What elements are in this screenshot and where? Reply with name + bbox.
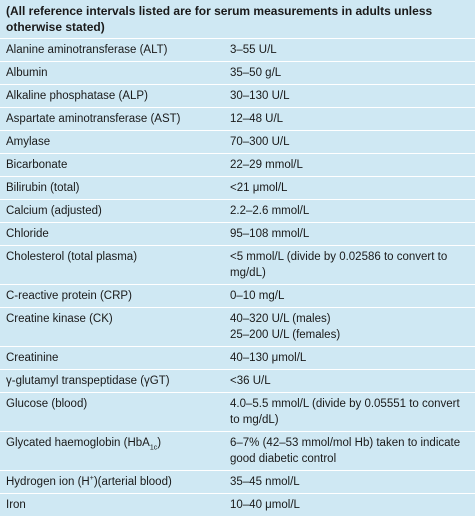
test-name-part: Glycated haemoglobin (HbA (6, 437, 150, 449)
table-row (0, 432, 475, 471)
reference-range (226, 432, 475, 470)
reference-range (226, 285, 475, 307)
range-line: 30–130 U/L (230, 90, 290, 102)
test-name-part: Hydrogen ion (H (6, 476, 90, 488)
table-header-note: (All reference intervals listed are for serum measurements in adults unless otherwise stated) (0, 0, 475, 39)
reference-range (226, 494, 475, 516)
table-row (0, 85, 475, 108)
range-line: 22–29 mmol/L (230, 159, 303, 171)
table-row (0, 308, 475, 347)
range-line: <21 μmol/L (230, 182, 288, 194)
range-line: 10–40 μmol/L (230, 499, 300, 511)
reference-range (226, 131, 475, 153)
test-name: γ-glutamyl transpeptidase (γGT) (6, 375, 170, 387)
test-name: Creatine kinase (CK) (6, 313, 113, 325)
test-name (0, 471, 226, 493)
range-line: <36 U/L (230, 375, 271, 387)
reference-range (226, 177, 475, 199)
table-row (0, 347, 475, 370)
table-row (0, 471, 475, 494)
table-row (0, 39, 475, 62)
range-line: 35–45 nmol/L (230, 476, 300, 488)
range-line: 40–320 U/L (males) (230, 313, 331, 325)
range-line: <5 mmol/L (divide by 0.02586 to convert to mg/dL) (230, 251, 448, 279)
table-row (0, 223, 475, 246)
reference-range (226, 154, 475, 176)
test-name: Calcium (adjusted) (6, 205, 102, 217)
reference-range (226, 85, 475, 107)
table-row (0, 200, 475, 223)
range-line: 95–108 mmol/L (230, 228, 310, 240)
test-name: Glucose (blood) (6, 398, 88, 410)
test-name: Creatinine (6, 352, 59, 364)
range-line: 6–7% (42–53 mmol/mol Hb) taken to indicate good diabetic control (230, 437, 461, 465)
table-row (0, 108, 475, 131)
reference-range (226, 308, 475, 346)
test-name (0, 432, 226, 470)
test-name: Albumin (6, 67, 48, 79)
range-line: 12–48 U/L (230, 113, 284, 125)
test-name-part: )(arterial blood) (93, 476, 172, 488)
superscript: + (89, 475, 94, 483)
range-line: 35–50 g/L (230, 67, 282, 79)
reference-range (226, 223, 475, 245)
subscript: 1c (149, 444, 158, 452)
test-name: Chloride (6, 228, 49, 240)
test-name: Iron (6, 499, 26, 511)
table-row (0, 393, 475, 432)
reference-range (226, 200, 475, 222)
test-name: Bilirubin (total) (6, 182, 80, 194)
range-line: 3–55 U/L (230, 44, 277, 56)
test-name: Alkaline phosphatase (ALP) (6, 90, 148, 102)
table-row (0, 246, 475, 285)
reference-range (226, 347, 475, 369)
range-line: 0–10 mg/L (230, 290, 285, 302)
reference-range (226, 370, 475, 392)
range-line: 25–200 U/L (females) (230, 329, 341, 341)
reference-range (226, 246, 475, 284)
table-row (0, 131, 475, 154)
range-line: 4.0–5.5 mmol/L (divide by 0.05551 to convert to mg/dL) (230, 398, 460, 426)
reference-range (226, 393, 475, 431)
test-name: Bicarbonate (6, 159, 68, 171)
table-row (0, 177, 475, 200)
range-line: 40–130 μmol/L (230, 352, 307, 364)
reference-range (226, 471, 475, 493)
test-name: C-reactive protein (CRP) (6, 290, 132, 302)
table-row (0, 62, 475, 85)
range-line: 70–300 U/L (230, 136, 290, 148)
test-name: Aspartate aminotransferase (AST) (6, 113, 181, 125)
reference-range (226, 39, 475, 61)
table-row (0, 154, 475, 177)
reference-range (226, 108, 475, 130)
table-row (0, 370, 475, 393)
test-name: Amylase (6, 136, 51, 148)
range-line: 2.2–2.6 mmol/L (230, 205, 310, 217)
table-row (0, 285, 475, 308)
test-name: Alanine aminotransferase (ALT) (6, 44, 168, 56)
test-name-part: ) (157, 437, 162, 449)
reference-range (226, 62, 475, 84)
test-name: Cholesterol (total plasma) (6, 251, 138, 263)
